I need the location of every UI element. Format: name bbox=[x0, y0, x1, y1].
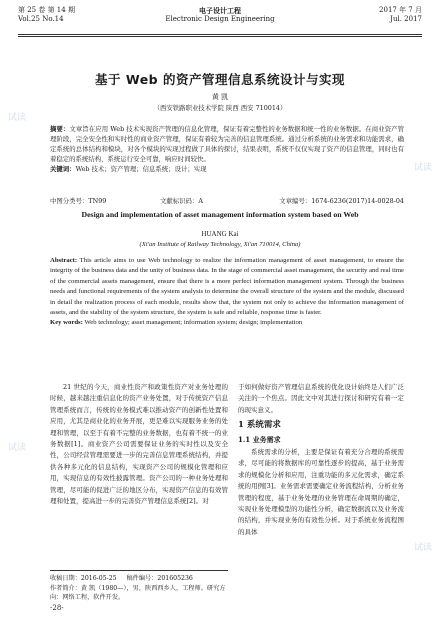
watermark: 试读 bbox=[413, 543, 432, 553]
page-number: -28- bbox=[50, 604, 64, 612]
document-code: 文献标识码：A bbox=[160, 197, 203, 205]
affiliation-en: (Xi'an Institute of Railway Technology, Xi'an 710014, China) bbox=[139, 241, 301, 248]
watermark: 试读 bbox=[8, 113, 27, 123]
paper-title-en: Design and implementation of asset management information system based on Web bbox=[81, 210, 359, 219]
keywords-en: Web technology; asset management; information system; design; implementation bbox=[84, 319, 303, 327]
received-date: 收稿日期：2016-05-25 bbox=[50, 575, 117, 582]
header-rule bbox=[18, 34, 422, 35]
keywords-label-en: Key words: bbox=[50, 319, 83, 327]
volume-en: Vol.25 No.14 bbox=[18, 15, 64, 23]
abstract-label-en: Abstract: bbox=[50, 257, 78, 264]
keywords-label-cn: 关键词： bbox=[50, 165, 76, 173]
journal-name-cn: 电子设计工程 bbox=[199, 6, 241, 15]
abstract-cn bbox=[50, 124, 404, 174]
abstract-text-cn: 文章旨在应用 Web 技术实现资产管理的信息化管理，保证有着完整性的业务数据和统一性的业务数据。在商业资产管理阶段，完全安全性和实时性的商业资产管理，保证有着较为完善的信息管理系统。通过分析系统的业务需求和功能需求，确定系统的总体结构和模块，对各个模块的实现过程做了具体的探讨，结果表明，系统不仅仅实现了资产的信息管理，同时也有着稳定的系统结构，系统运行安全可靠，响应时间较快。 bbox=[50, 125, 405, 163]
volume-cn: 第 25 卷 第 14 期 bbox=[18, 6, 75, 14]
dates-line bbox=[50, 574, 228, 584]
section-paragraph: 系统需求的分析，主要是保证有着充分合理的系统需求，尽可能的将数据库的可靠性逐步的提高，基于业务需求的规模化分析和应用，注重功能的多元化需求，确定系统的用例[3]。业务需求需要确定业务流程结构，分析业务管理的程度，基于业务处理的业务管理在命周期的确定，实现业务处理模型的功能性分析，确定数据流以及业务流的结构，并实现业务的有效性分析。对于系统业务流程图的具体 bbox=[238, 448, 404, 536]
author-en: HUANG Kai bbox=[201, 230, 239, 238]
author-cn: 黄 凯 bbox=[211, 93, 229, 101]
issue-date-en: Jul. 2017 bbox=[390, 15, 422, 23]
intro-paragraph-cont: 于如何做好资产管理信息系统的优化设计始终是人们广泛关注的一个焦点。因此文中对其进行探讨和研究有着一定的现实意义。 bbox=[238, 383, 404, 414]
header-rule bbox=[18, 36, 422, 37]
body-column-right bbox=[238, 382, 404, 538]
section-heading: 1 系统需求 bbox=[238, 420, 281, 431]
watermark: 试读 bbox=[8, 443, 27, 453]
paper-title-cn: 基于 Web 的资产管理信息系统设计与实现 bbox=[95, 72, 345, 87]
running-header bbox=[18, 6, 422, 32]
affiliation-cn: （西安铁路职业技术学院 陕西 西安 710014） bbox=[153, 104, 287, 112]
article-number: 文章编号：1674-6236(2017)14-0028-04 bbox=[279, 197, 404, 205]
abstract-label-cn: 摘要： bbox=[50, 125, 70, 133]
manuscript-number: 稿件编号：201605236 bbox=[126, 575, 193, 582]
author-bio: 作者简介：黄 凯（1980—），男，陕西西乡人，工程师。研究方向：网络工程，软件开发。 bbox=[50, 584, 226, 601]
watermark: 试读 bbox=[413, 163, 432, 173]
classification-line bbox=[50, 196, 404, 206]
keywords-cn: Web 技术；资产管理；信息系统；设计；实现 bbox=[75, 165, 207, 173]
clc-number: 中图分类号：TN99 bbox=[50, 197, 107, 205]
intro-paragraph: 21 世纪的今天，商业性资产和政策性资产对业务处理的时候，越来越注重信息化的资产业务处置，对于传统资产信息管理系统而言，传统的业务模式难以推动资产的创新性处置和应用，尤其是商业化的业务开展，更是难以实现服务业务的处理和管理，以至于有着不完整的业务数据，也有着不统一的业务数据[1]。商业资产公司需要保证业务的实时性以及安全性，公司经营管理需要进一步的完善信息管理系统结构，并提供各种多元化的信息结构，实现资产公司的规模化管理和应用，实现信息的有效性披露管理。资产公司的一种业务处理和管理，尽可能的促进广泛的地区分布，实现资产信息的有效管理和处置，提高进一步的完善资产管理信息系统[2]。对 bbox=[50, 383, 228, 506]
journal-name-en: Electronic Design Engineering bbox=[165, 15, 275, 23]
footnote bbox=[50, 570, 228, 603]
abstract-text-en: This article aims to use Web technology to realize the information management of asset management, to ensure the integrity of the business data and the unity of business data. In the stage of commercial asset management, the security and real time of the commercial assets management, ensure that there is a more perfect information management system. Through the business needs and functional requirements of the system analysis to determine the overall structure of the system and the module, discussed in detail the realization process of each module, results show that, the system not only to achieve the information management of assets, and the stability of the system structure, the system is safe and reliable, response time is faster. bbox=[50, 257, 404, 317]
body-column-left bbox=[50, 382, 228, 507]
issue-date-cn: 2017 年 7 月 bbox=[379, 6, 422, 14]
subsection-heading: 1.1 业务需求 bbox=[238, 434, 281, 444]
abstract-en bbox=[50, 256, 404, 329]
